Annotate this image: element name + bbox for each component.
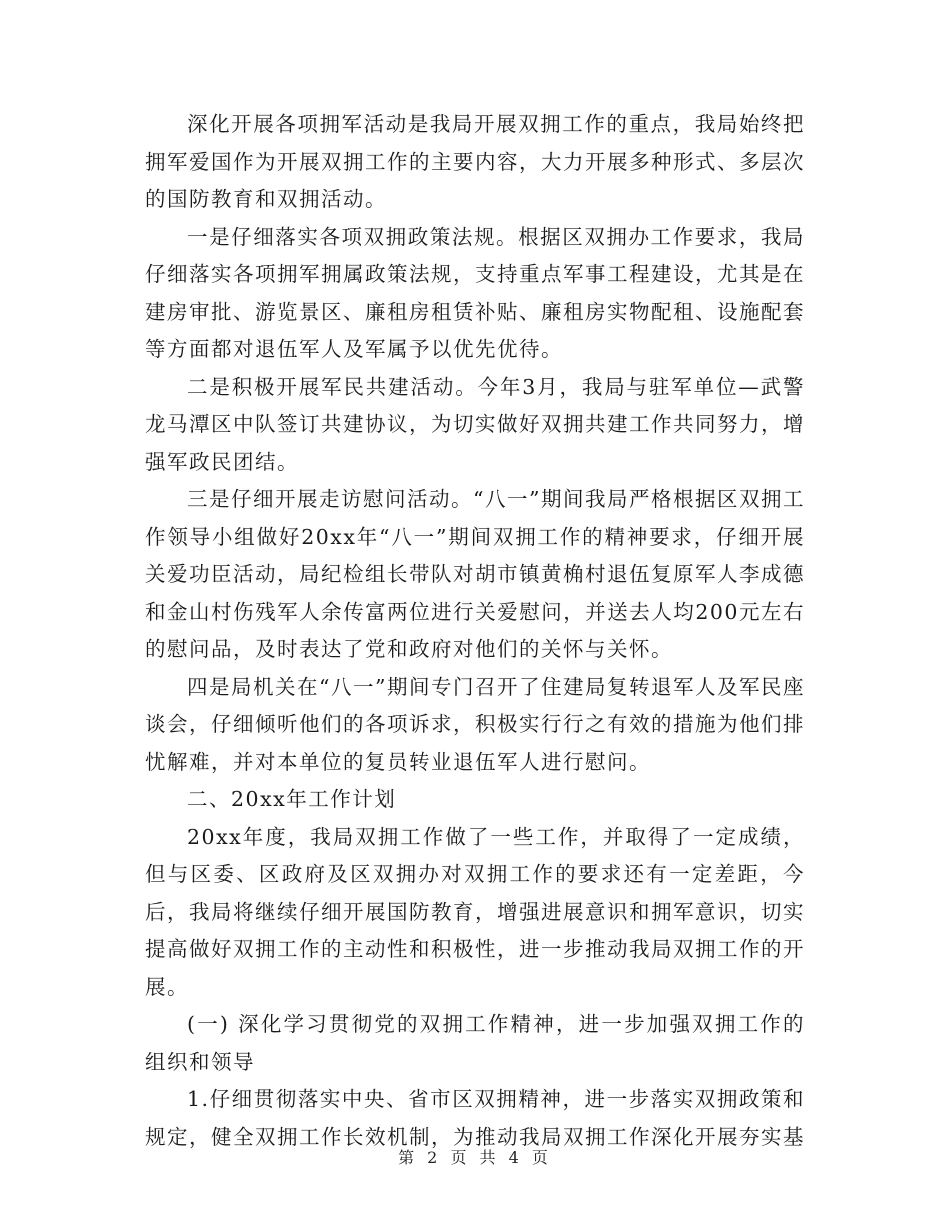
paragraph-plan-summary: 20xx年度，我局双拥工作做了一些工作，并取得了一定成绩，但与区委、区政府及区双拥办对双拥工作的要求还有一定差距，今后，我局将继续仔细开展国防教育，增强进展意识和拥军意识，切实提高做好双拥工作的主动性和积极性，进一步推动我局双拥工作的开展。: [145, 824, 805, 999]
paragraph-intro: 深化开展各项拥军活动是我局开展双拥工作的重点，我局始终把拥军爱国作为开展双拥工作的主要内容，大力开展多种形式、多层次的国防教育和双拥活动。: [145, 112, 805, 211]
document-body: [145, 106, 805, 1156]
subsection-heading-one: (一) 深化学习贯彻党的双拥工作精神，进一步加强双拥工作的组织和领导: [145, 1012, 805, 1074]
paragraph-plan-item-one: 1.仔细贯彻落实中央、省市区双拥精神，进一步落实双拥政策和规定，健全双拥工作长效机制，为推动我局双拥工作深化开展夯实基: [145, 1087, 805, 1149]
paragraph-item-four: 四是局机关在“八一”期间专门召开了住建局复转退军人及军民座谈会，仔细倾听他们的各项诉求，积极实行行之有效的措施为他们排忧解难，并对本单位的复员转业退伍军人进行慰问。: [145, 674, 805, 774]
section-heading-work-plan: 二、20xx年工作计划: [187, 787, 397, 811]
page-number-footer: 第 2 页 共 4 页: [398, 1148, 552, 1167]
paragraph-item-three: 三是仔细开展走访慰问活动。“八一”期间我局严格根据区双拥工作领导小组做好20xx年“八一”期间双拥工作的精神要求，仔细开展关爱功臣活动，局纪检组长带队对胡市镇黄桷村退伍复原军人李成德和金山村伤残军人余传富两位进行关爱慰问，并送去人均200元左右的慰问品，及时表达了党和政府对他们的关怀与关怀。: [145, 487, 805, 661]
paragraph-item-two: 二是积极开展军民共建活动。今年3月，我局与驻军单位—武警龙马潭区中队签订共建协议，为切实做好双拥共建工作共同努力，增强军政民团结。: [145, 374, 805, 474]
paragraph-item-one: 一是仔细落实各项双拥政策法规。根据区双拥办工作要求，我局仔细落实各项拥军拥属政策法规，支持重点军事工程建设，尤其是在建房审批、游览景区、廉租房租赁补贴、廉租房实物配租、设施配套等方面都对退伍军人及军属予以优先优待。: [145, 224, 805, 361]
